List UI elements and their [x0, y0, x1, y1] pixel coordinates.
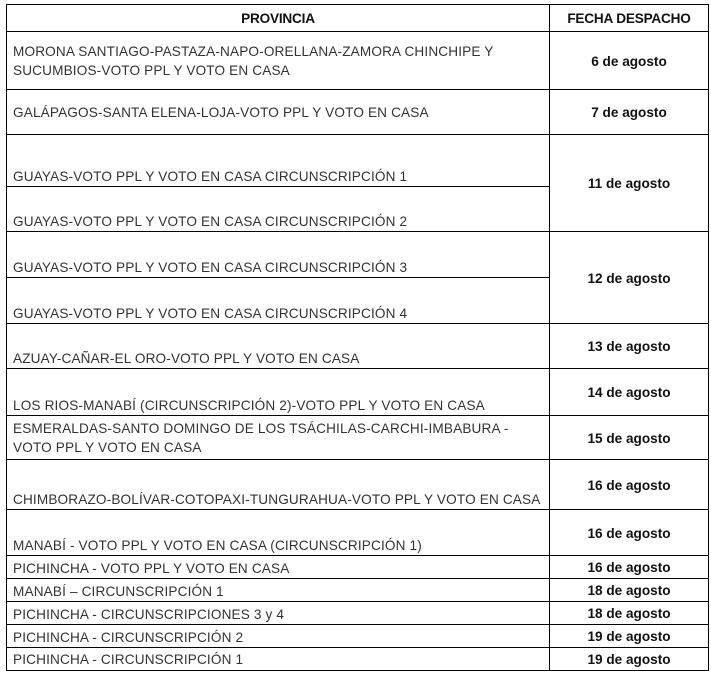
table-row-fecha: 16 de agosto [587, 525, 671, 541]
table-row-fecha: 14 de agosto [587, 385, 671, 400]
table-row-provincia: GUAYAS-VOTO PPL Y VOTO EN CASA CIRCUNSCRIPCIÓN 2 [13, 214, 408, 229]
table-row-fecha: 16 de agosto [587, 560, 671, 575]
table-row-fecha: 19 de agosto [587, 651, 671, 667]
table-row-fecha: 16 de agosto [587, 477, 671, 493]
table-row-provincia: PICHINCHA - VOTO PPL Y VOTO EN CASA [13, 561, 290, 576]
table-row-provincia: ESMERALDAS-SANTO DOMINGO DE LOS TSÁCHILAS-CARCHI-IMBABURA - VOTO PPL Y VOTO EN CASA [13, 420, 509, 455]
table-row-fecha: 11 de agosto [587, 176, 671, 191]
table-row-fecha: 13 de agosto [587, 339, 671, 354]
table-row-provincia: AZUAY-CAÑAR-EL ORO-VOTO PPL Y VOTO EN CASA [13, 351, 360, 366]
table-row-fecha: 12 de agosto [587, 270, 671, 286]
header-provincia: PROVINCIA [241, 11, 315, 26]
table-row-provincia: MORONA SANTIAGO-PASTAZA-NAPO-ORELLANA-ZAMORA CHINCHIPE Y SUCUMBIOS-VOTO PPL Y VOTO EN CASA [13, 43, 494, 78]
dispatch-schedule-table [6, 4, 709, 671]
table-row-provincia: GUAYAS-VOTO PPL Y VOTO EN CASA CIRCUNSCRIPCIÓN 4 [13, 306, 408, 321]
table-row-provincia: GUAYAS-VOTO PPL Y VOTO EN CASA CIRCUNSCRIPCIÓN 1 [13, 169, 408, 184]
table-row-fecha: 18 de agosto [587, 583, 671, 598]
table-row-provincia: CHIMBORAZO-BOLÍVAR-COTOPAXI-TUNGURAHUA-VOTO PPL Y VOTO EN CASA [13, 492, 541, 507]
table-row-provincia: LOS RIOS-MANABÍ (CIRCUNSCRIPCIÓN 2)-VOTO PPL Y VOTO EN CASA [13, 398, 485, 413]
table-row-provincia: GUAYAS-VOTO PPL Y VOTO EN CASA CIRCUNSCRIPCIÓN 3 [13, 260, 408, 275]
table-row-fecha: 7 de agosto [591, 105, 667, 120]
table-row-fecha: 6 de agosto [591, 53, 667, 69]
table-row-provincia: PICHINCHA - CIRCUNSCRIPCIÓN 1 [13, 652, 244, 667]
table-row-fecha: 18 de agosto [587, 606, 671, 621]
table-row-provincia: MANABÍ - VOTO PPL Y VOTO EN CASA (CIRCUNSCRIPCIÓN 1) [13, 538, 422, 553]
table-row-fecha: 19 de agosto [587, 629, 671, 644]
table-row-provincia: PICHINCHA - CIRCUNSCRIPCIONES 3 y 4 [13, 607, 285, 622]
table-row-provincia: GALÁPAGOS-SANTA ELENA-LOJA-VOTO PPL Y VOTO EN CASA [13, 104, 429, 120]
table-row-provincia: MANABÍ – CIRCUNSCRIPCIÓN 1 [13, 584, 224, 599]
table-row-provincia: PICHINCHA - CIRCUNSCRIPCIÓN 2 [13, 630, 244, 645]
header-fecha-despacho: FECHA DESPACHO [567, 11, 691, 26]
table-row-fecha: 15 de agosto [587, 430, 671, 446]
